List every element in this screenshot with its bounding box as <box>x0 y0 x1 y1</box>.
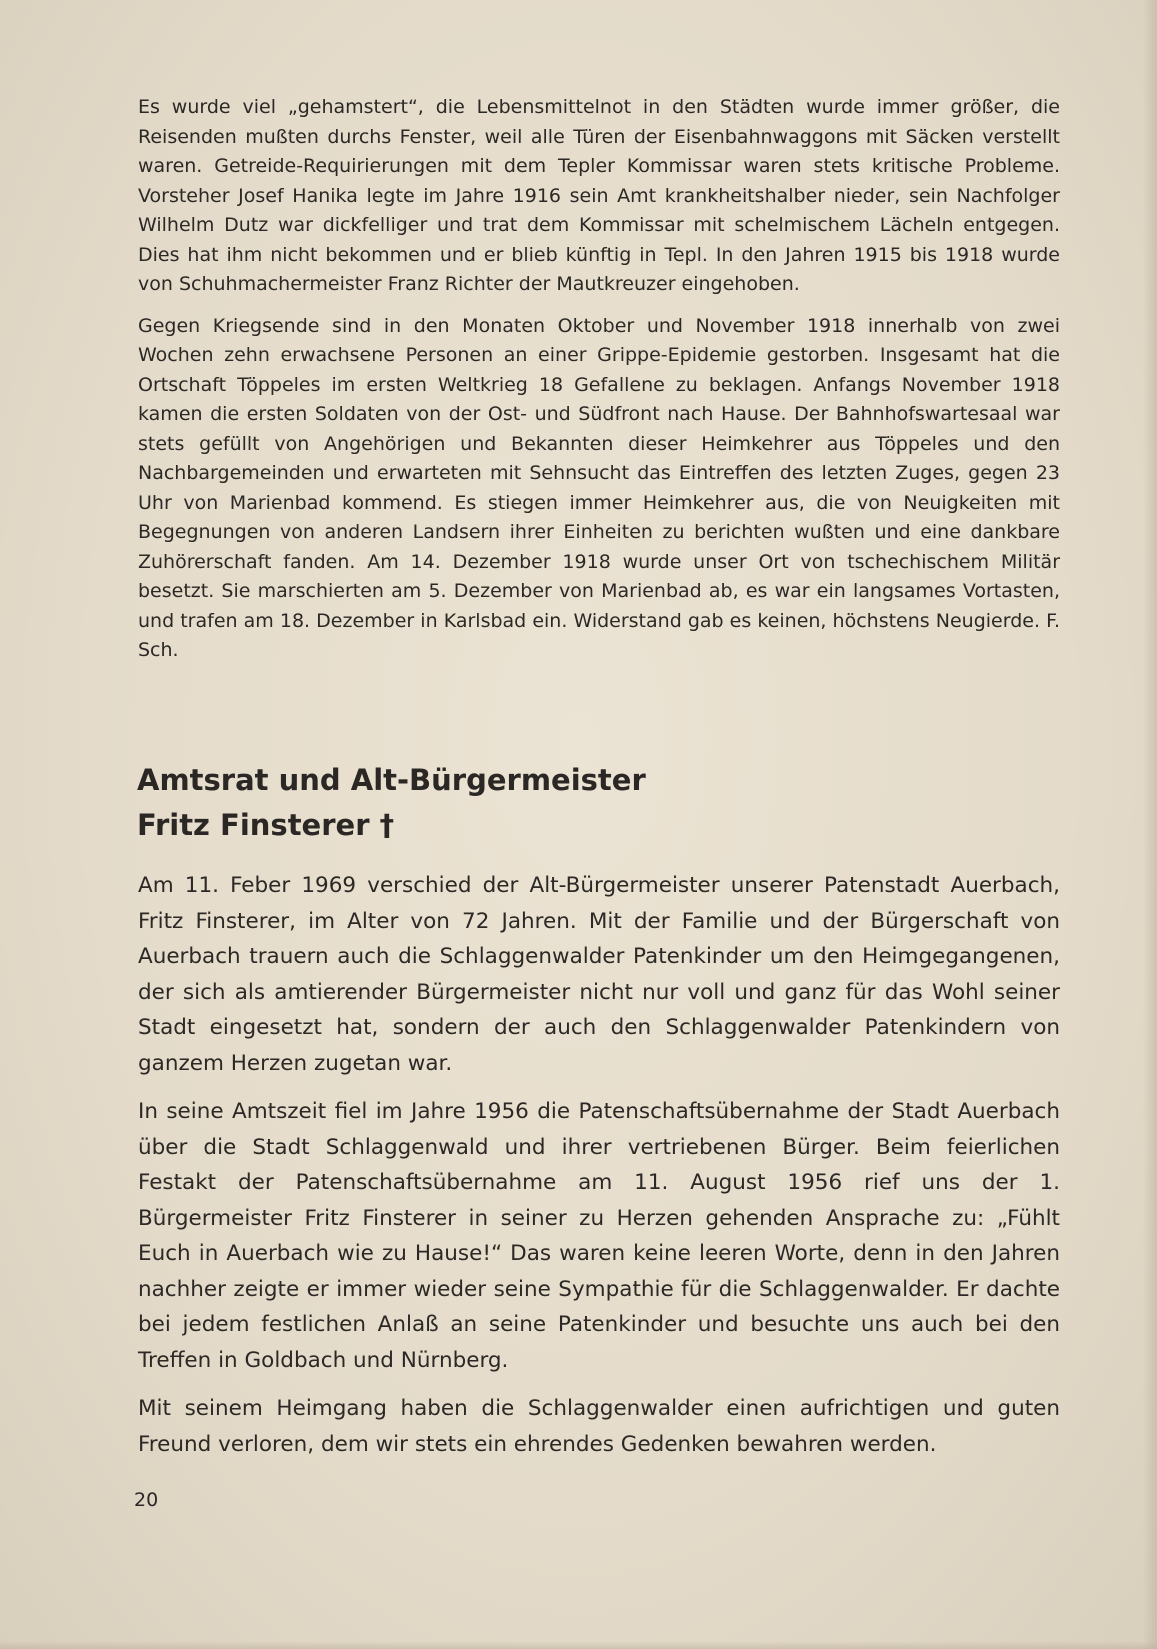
heading-line: Fritz Finsterer † <box>137 808 395 842</box>
paragraph: Gegen Kriegsende sind in den Monaten Oktober und November 1918 innerhalb von zwei Wochen zehn erwachsene Personen an einer Grippe-Epidemie gestorben. Insgesamt hat die Ortschaft Töppeles im ersten Weltkrieg 18 Gefallene zu beklagen. Anfangs November 1918 kamen die ersten Soldaten von der Ost- und Südfront nach Hause. Der Bahnhofswartesaal war stets gefüllt von Angehörigen und Bekannten dieser Heimkehrer aus Töppeles und den Nachbargemeinden und erwarteten mit Sehnsucht das Eintreffen des letzten Zuges, gegen 23 Uhr von Marienbad kommend. Es stiegen immer Heimkehrer aus, die von Neuigkeiten mit Begegnungen von anderen Landsern ihrer Einheiten zu berichten wußten und eine dankbare Zuhörerschaft fanden. Am 14. Dezember 1918 wurde unser Ort von tschechischem Militär besetzt. Sie marschierten am 5. Dezember von Marienbad ab, es war ein langsames Vortasten, und trafen am 18. Dezember in Karlsbad ein. Widerstand gab es keinen, höchstens Neugierde. F. Sch. <box>138 314 1060 661</box>
heading-line: Amtsrat und Alt-Bürgermeister <box>137 763 646 797</box>
article-wartime <box>138 93 1060 666</box>
page-number: 20 <box>134 1489 159 1511</box>
paragraph: Mit seinem Heimgang haben die Schlaggenwalder einen aufrichtigen und guten Freund verloren, dem wir stets ein ehrendes Gedenken bewahren werden. <box>138 1396 1060 1457</box>
paragraph: In seine Amtszeit fiel im Jahre 1956 die Patenschaftsübernahme der Stadt Auerbach über die Stadt Schlaggenwald und ihrer vertriebenen Bürger. Beim feierlichen Festakt der Patenschaftsübernahme am 11. August 1956 rief uns der 1. Bürgermeister Fritz Finsterer in seiner zu Herzen gehenden Ansprache zu: „Fühlt Euch in Auerbach wie zu Hause!“ Das waren keine leeren Worte, denn in den Jahren nachher zeigte er immer wieder seine Sympathie für die Schlaggenwalder. Er dachte bei jedem festlichen Anlaß an seine Patenkinder und besuchte uns auch bei den Treffen in Goldbach und Nürnberg. <box>138 1099 1060 1373</box>
paragraph: Am 11. Feber 1969 verschied der Alt-Bürgermeister unserer Patenstadt Auerbach, Fritz Finsterer, im Alter von 72 Jahren. Mit der Familie und der Bürgerschaft von Auerbach trauern auch die Schlaggenwalder Patenkinder um den Heimgegangenen, der sich als amtierender Bürgermeister nicht nur voll und ganz für das Wohl seiner Stadt eingesetzt hat, sondern der auch den Schlaggenwalder Patenkindern von ganzem Herzen zugetan war. <box>138 873 1060 1076</box>
article-obituary <box>138 868 1060 1462</box>
page-edge <box>0 1641 1157 1649</box>
paragraph: Es wurde viel „gehamstert“, die Lebensmittelnot in den Städten wurde immer größer, die Reisenden mußten durchs Fenster, weil alle Türen der Eisenbahnwaggons mit Säcken verstellt waren. Getreide-Requirierungen mit dem Tepler Kommissar waren stets kritische Probleme. Vorsteher Josef Hanika legte im Jahre 1916 sein Amt krankheitshalber nieder, sein Nachfolger Wilhelm Dutz war dickfelliger und trat dem Kommissar mit schelmischem Lächeln entgegen. Dies hat ihm nicht bekommen und er blieb künftig in Tepl. In den Jahren 1915 bis 1918 wurde von Schuhmachermeister Franz Richter der Mautkreuzer eingehoben. <box>138 96 1060 295</box>
article-heading <box>137 758 1059 848</box>
